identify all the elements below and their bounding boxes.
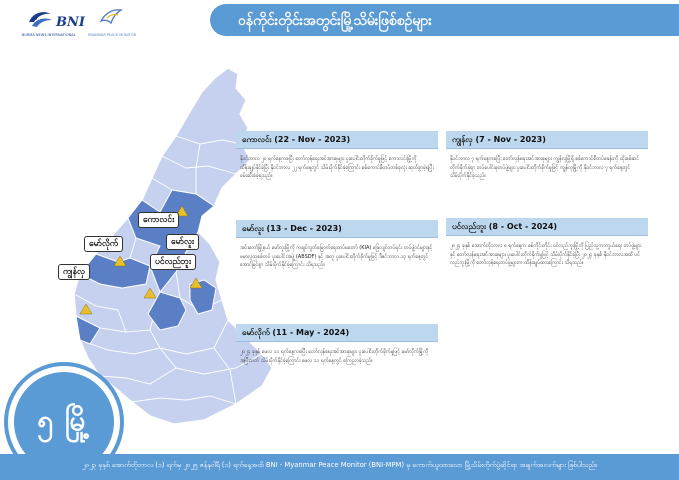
event-card-body: ၂၀၂၄ ခုနှစ် အောက်တိုဘာလ ၈ ရက်နေ့က စစ်ကိုင်းတိုင်း ပင်လည်ဘူးမြို့ကို ပြည်သူ့ကာကွယ်ရေး တပ်ဖွဲ့များနှင့် တော်လှန်ရေးအင်အားစုများ ပူးပေါင်းတိုက်ခိုက်မှုဖြင့် သိမ်းပိုက်နိုင်ခဲ့ပြီး ၂၀၂၄ ခုနှစ် နိုဝင်ဘာလအထိ ပင်လည်ဘူးမြို့ကို တော်လှန်ရေးတပ်ဖွဲ့များက ထိန်းချုပ်ထားကြောင်း သိရသည်။: [450, 243, 642, 266]
dove-icon: [98, 6, 124, 28]
title-banner: [210, 4, 679, 36]
event-card-body: ၂၀၂၄ ခုနှစ် မေလ ၁၁ ရက်နေ့ကစပြီး တော်လှန်ရေးအင်အားစုများ ပူးပေါင်းတိုက်ခိုက်မှုဖြင့် မော်လိုက်မြို့ကို အပြီးသတ် သိမ်းပိုက်နိုင်ခဲ့ကြောင်း မေလ ၁၁ ရက်နေ့တွင် ကြေညာခဲ့သည်။: [240, 349, 429, 364]
event-card-title: မော်လိုက် (11 - May - 2024): [236, 324, 438, 342]
footer-source-note: ၂၀၂၃ ခုနှစ် အောက်တိုဘာလ (၁) ရက်မှ ၂၀၂၅ ဇန်နဝါရီ (၁) ရက်နေ့အထိ BNI - Myanmar Peace Monitor (BNI-MPM) မှ ကောက်ယူထားသော မြို့သိမ်းတိုက်ပွဲဆိုင်ရာ အချက်အလက်များ ဖြစ်ပါသည်။: [81, 461, 598, 469]
event-card-body: အင်းတော်မြို့နယ် မော်လူးမြို့ကို ကချင်လွတ်မြောက်ရေးတပ်မတော် (KIA) ခြေလျင်တပ်ရင်း တပ်ဖွဲ့ဝင်များနှင့် ဗမာလူထုစစ်တပ် ပူးပေါင်းအဖွဲ့ (ABSDF) နှင့် အတူ ပူးပေါင်းတိုက်ခိုက်မှုဖြင့် ဒီဇင်ဘာလ ၁၃ ရက်နေ့တွင် အောင်မြင်စွာ သိမ်းပိုက်နိုင်ခဲ့ကြောင်း သိရသည်။: [240, 245, 433, 268]
event-card-kyunhla: [446, 131, 648, 181]
bni-logo-text: BNI: [56, 15, 85, 30]
mpm-logo: [88, 6, 136, 40]
event-card-pinlebu: [446, 218, 648, 268]
map-label-mawlu: မော်လူး: [166, 234, 199, 250]
map-label-pinlebu: ပင်လည်ဘူး: [150, 254, 196, 270]
event-card-body: နိုဝင်ဘာလ ၂၀ ရက်နေ့ကစပြီး တော်လှန်ရေးအင်အားစုများ ပူးပေါင်းတိုက်ခိုက်မှုဖြင့် ကောလင်းမြို့ကို ထိန်းချုပ်နိုင်ခဲ့ပြီး နိုဝင်ဘာလ ၂၂ ရက်နေ့တွင် သိမ်းပိုက်နိုင်ခဲ့ကြောင်း စစ်ကောင်စီတပ်တစ်ခုလုံး ဆုတ်ခွာခဲ့ရပြီး ဖမ်းဆီးခံခဲ့ရသည်။: [240, 156, 434, 179]
event-card-title: မော်လူး (13 - Dec - 2023): [236, 220, 438, 238]
map-label-kyunhla: ကျွန်လှ: [58, 264, 90, 280]
bni-globe-icon: [26, 8, 54, 30]
event-card-body: နိုဝင်ဘာလ ၇ ရက်နေ့ကစပြီး တော်လှန်ရေးအင်အားစုများ ကျွန်လှမြို့ရှိ စစ်ကောင်စီတပ်စခန်းကို ထိုးစစ်ဆင်တိုက်ခိုက်ခဲ့ရာ တပ်ပေါင်းစုတပ်ဖွဲ့များ ပူးပေါင်းတိုက်ခိုက်မှုဖြင့် ကျွန်လှမြို့ကို နိုဝင်ဘာလ ၇ ရက်နေ့တွင် သိမ်းပိုက်နိုင်ခဲ့သည်။: [450, 156, 640, 179]
event-card-mawlu: [236, 220, 438, 270]
bni-logo-subtitle: BURMA NEWS INTERNATIONAL: [22, 33, 76, 37]
event-card-kawlin: [236, 131, 438, 181]
mpm-logo-subtitle: MYANMAR PEACE MONITOR: [88, 33, 137, 37]
town-count: ၅ မြို့: [37, 404, 91, 437]
event-card-title: ပင်လည်ဘူး (8 - Oct - 2024): [446, 218, 648, 236]
event-card-title: ကျွန်လှ (7 - Nov - 2023): [446, 131, 648, 149]
event-card-title: ကောလင်း (22 - Nov - 2023): [236, 131, 438, 149]
map-label-mawlaik: မော်လိုက်: [84, 236, 123, 252]
page-title: ဝန်ကိုင်းတိုင်းအတွင်းမြို့သိမ်းဖြစ်စဉ်များ: [238, 13, 432, 29]
footer: [0, 454, 679, 480]
event-card-mawlaik: [236, 324, 438, 365]
bni-logo: [22, 6, 92, 40]
map-label-kawlin: ကောလင်း: [138, 212, 179, 228]
header: [0, 0, 679, 44]
